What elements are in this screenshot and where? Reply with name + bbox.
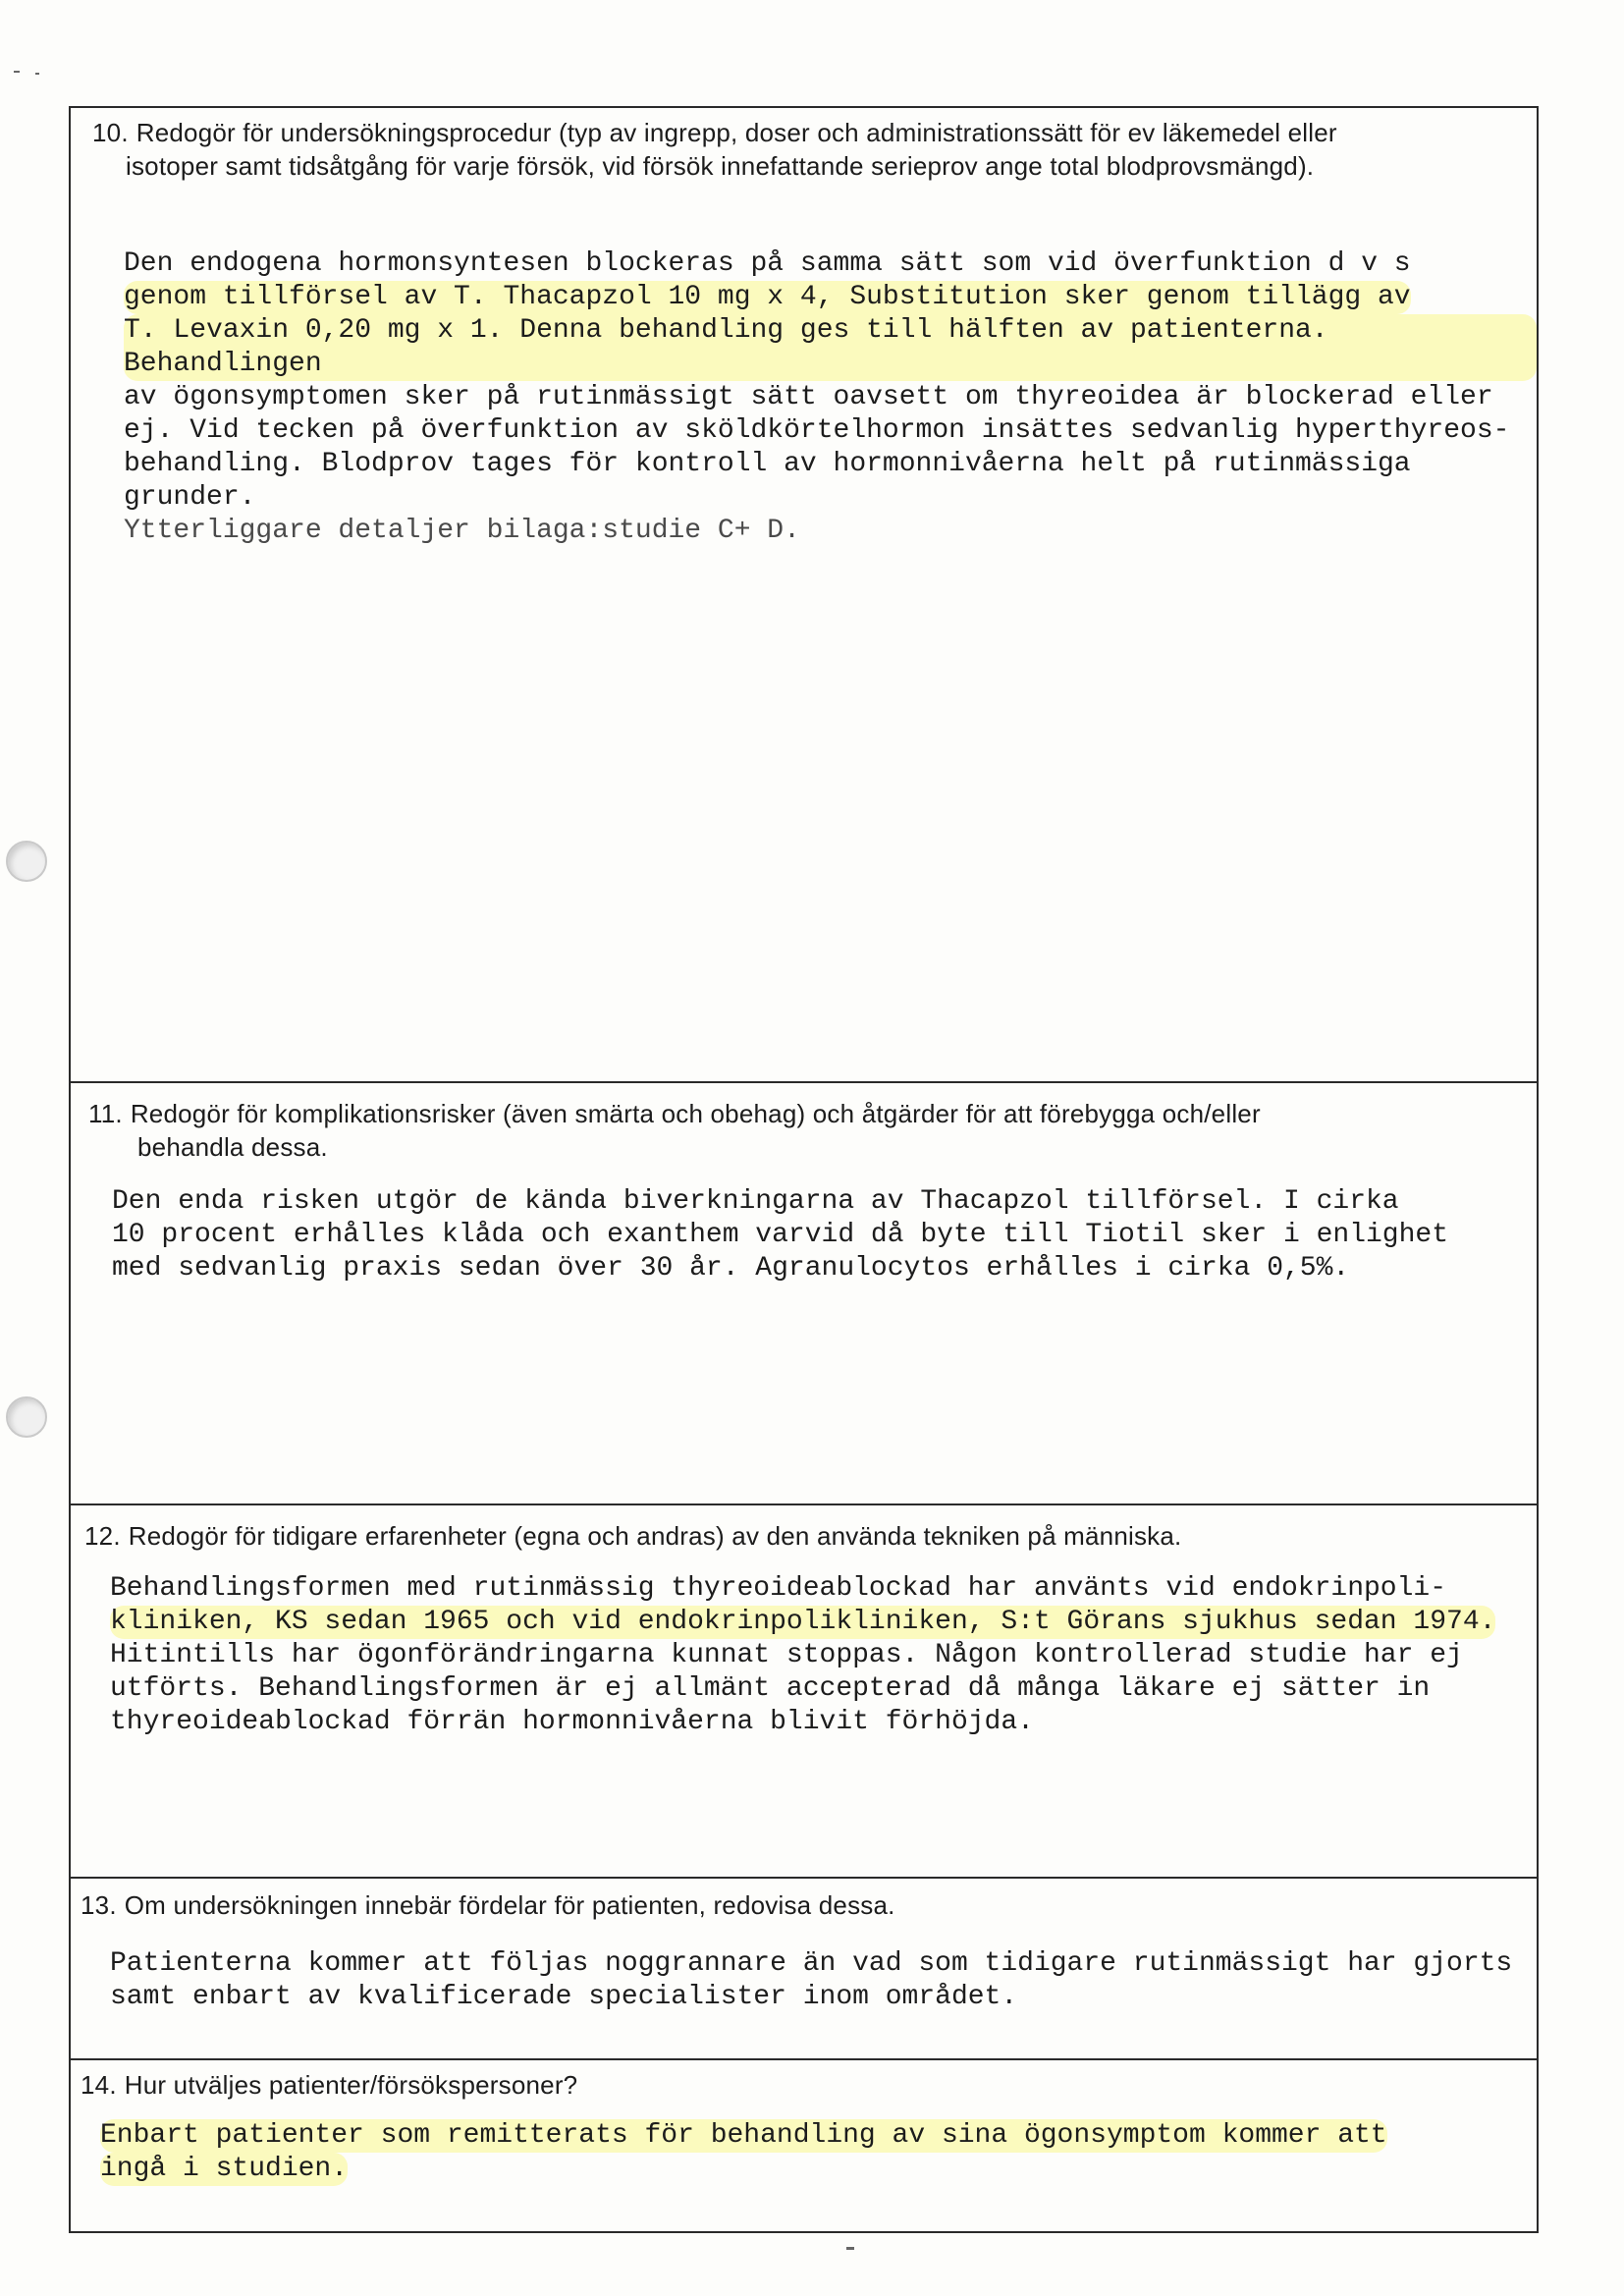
- question-10: [71, 108, 1537, 183]
- answer-line: Patienterna kommer att följas noggrannare än vad som tidigare rutinmässigt har gjorts: [110, 1948, 1513, 1979]
- punch-hole-lower: [6, 1396, 47, 1438]
- question-number: 13.: [81, 1890, 117, 1920]
- answer-line: ingå i studien.: [100, 2154, 349, 2184]
- question-text: Redogör för komplikationsrisker (även smärta och obehag) och åtgärder för att förebygga och/eller: [130, 1099, 1261, 1128]
- section-11: [71, 1081, 1537, 1505]
- ethics-application-form: [69, 106, 1539, 2233]
- question-text: Redogör för tidigare erfarenheter (egna och andras) av den använda tekniken på människa.: [128, 1521, 1182, 1551]
- question-number: 14.: [81, 2070, 117, 2100]
- question-12: [71, 1505, 1537, 1553]
- answer-10: [71, 183, 1537, 548]
- answer-line-attachment-note: Ytterliggare detaljer bilaga:studie C+ D.: [124, 516, 800, 546]
- scan-speck: [846, 2247, 854, 2250]
- answer-line: 10 procent erhålles klåda och exanthem varvid då byte till Tiotil sker i enlighet: [112, 1220, 1449, 1250]
- answer-line: thyreoideablockad förrän hormonnivåerna blivit förhöjda.: [110, 1707, 1034, 1737]
- question-text-cont: isotoper samt tidsåtgång för varje försök, vid försök innefattande serieprov ange total blodprovsmängd).: [126, 151, 1315, 181]
- answer-12: [71, 1553, 1537, 1739]
- section-12: [71, 1503, 1537, 1879]
- question-number: 12.: [84, 1521, 121, 1551]
- answer-line: grunder.: [124, 482, 256, 513]
- answer-line: Hitintills har ögonförändringarna kunnat stoppas. Någon kontrollerad studie har ej: [110, 1640, 1463, 1670]
- question-text-cont: behandla dessa.: [137, 1132, 328, 1162]
- section-14: [71, 2058, 1537, 2237]
- answer-line: kliniken, KS sedan 1965 och vid endokrinpolikliniken, S:t Görans sjukhus sedan 1974.: [110, 1607, 1496, 1637]
- answer-line: behandling. Blodprov tages för kontroll av hormonnivåerna helt på rutinmässiga: [124, 449, 1411, 479]
- question-number: 11.: [88, 1099, 123, 1128]
- scan-speck: [14, 71, 20, 73]
- answer-13: [71, 1922, 1537, 2014]
- punch-hole-upper: [6, 841, 47, 882]
- answer-line: utförts. Behandlingsformen är ej allmänt accepterad då många läkare ej sätter in: [110, 1673, 1431, 1704]
- answer-line: av ögonsymptomen sker på rutinmässigt sätt oavsett om thyreoidea är blockerad eller: [124, 382, 1493, 412]
- question-14: [71, 2060, 1537, 2102]
- answer-line: Den enda risken utgör de kända biverkningarna av Thacapzol tillförsel. I cirka: [112, 1186, 1399, 1217]
- answer-line: samt enbart av kvalificerade specialister inom området.: [110, 1982, 1018, 2012]
- answer-line: Enbart patienter som remitterats för behandling av sina ögonsymptom kommer att: [100, 2120, 1387, 2151]
- question-13: [71, 1879, 1537, 1922]
- question-text: Om undersökningen innebär fördelar för patienten, redovisa dessa.: [124, 1890, 895, 1920]
- question-text: Redogör för undersökningsprocedur (typ av ingrepp, doser och administrationssätt för ev läkemedel eller: [135, 118, 1337, 147]
- answer-11: [71, 1164, 1537, 1285]
- answer-line: med sedvanlig praxis sedan över 30 år. Agranulocytos erhålles i cirka 0,5%.: [112, 1253, 1350, 1284]
- section-10: [71, 108, 1537, 1081]
- answer-14: [71, 2102, 1537, 2186]
- answer-line: ej. Vid tecken på överfunktion av sköldkörtelhormon insättes sedvanlig hyperthyreos-: [124, 415, 1510, 446]
- question-11: [71, 1083, 1537, 1164]
- answer-line: Den endogena hormonsyntesen blockeras på samma sätt som vid överfunktion d v s: [124, 248, 1411, 279]
- scan-speck: [35, 73, 39, 75]
- section-13: [71, 1877, 1537, 2060]
- answer-line: Behandlingsformen med rutinmässig thyreoideablockad har använts vid endokrinpoli-: [110, 1573, 1447, 1604]
- question-text: Hur utväljes patienter/försökspersoner?: [124, 2070, 578, 2100]
- answer-line: T. Levaxin 0,20 mg x 1. Denna behandling ges till hälften av patienterna. Behandlingen: [124, 314, 1537, 381]
- answer-line: genom tillförsel av T. Thacapzol 10 mg x 4, Substitution sker genom tillägg av: [124, 282, 1411, 312]
- question-number: 10.: [92, 118, 129, 147]
